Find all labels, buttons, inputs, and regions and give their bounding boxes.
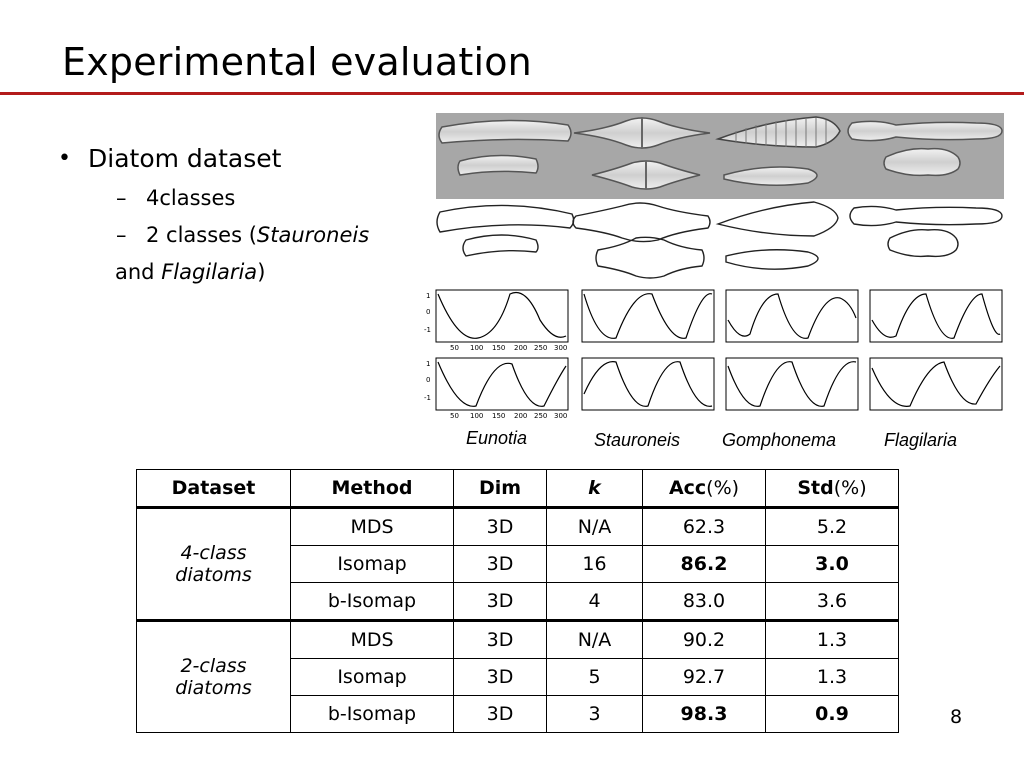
- x-tick-label: 150: [492, 344, 506, 352]
- header-std: [766, 470, 899, 508]
- std-cell: 5.2: [766, 508, 899, 546]
- species-italic: Stauroneis: [256, 223, 370, 247]
- species-label-flagilaria: Flagilaria: [884, 430, 958, 450]
- header-dataset: Dataset: [137, 470, 291, 508]
- dim-cell: 3D: [454, 621, 547, 659]
- method-cell: MDS: [291, 508, 454, 546]
- acc-cell-best: 98.3: [643, 696, 766, 733]
- std-cell: 1.3: [766, 621, 899, 659]
- diatom-figure: [414, 108, 1014, 458]
- k-cell: 4: [547, 583, 643, 621]
- x-tick-label: 100: [470, 412, 484, 420]
- x-tick-label: 250: [534, 412, 548, 420]
- method-cell: b-Isomap: [291, 583, 454, 621]
- dash-icon: –: [116, 223, 127, 247]
- table-header-row: [137, 470, 899, 508]
- x-tick-label: 100: [470, 344, 484, 352]
- acc-cell: 62.3: [643, 508, 766, 546]
- micrograph-svg: [436, 113, 1004, 199]
- acc-cell: 90.2: [643, 621, 766, 659]
- dim-cell: 3D: [454, 508, 547, 546]
- table-row: [137, 508, 899, 546]
- acc-cell: 92.7: [643, 659, 766, 696]
- header-std-label: Std: [797, 477, 834, 499]
- x-tick-label: 250: [534, 344, 548, 352]
- dataset-line: diatoms: [175, 564, 252, 586]
- page-number: 8: [950, 706, 963, 728]
- table-row: [137, 621, 899, 659]
- y-tick-label: 0: [426, 376, 431, 384]
- dash-icon: –: [116, 186, 127, 210]
- header-acc-unit: (%): [706, 477, 740, 499]
- y-tick-label: -1: [424, 326, 431, 334]
- std-cell-best: 3.0: [766, 546, 899, 583]
- sub-bullet-2classes: [116, 223, 369, 247]
- k-cell: 5: [547, 659, 643, 696]
- x-tick-label: 300: [554, 344, 568, 352]
- header-std-unit: (%): [833, 477, 867, 499]
- y-tick-label: 1: [426, 292, 431, 300]
- header-k: k: [547, 470, 643, 508]
- k-cell: N/A: [547, 621, 643, 659]
- sub-bullet-text: 2 classes (: [146, 223, 257, 247]
- method-cell: MDS: [291, 621, 454, 659]
- k-cell: 16: [547, 546, 643, 583]
- std-cell: 1.3: [766, 659, 899, 696]
- dataset-line: 4-class: [180, 542, 247, 564]
- x-tick-label: 50: [450, 344, 459, 352]
- results-table: [136, 469, 899, 733]
- x-tick-label: 200: [514, 412, 528, 420]
- y-tick-label: 0: [426, 308, 431, 316]
- bullet-diatom-dataset: [58, 144, 281, 173]
- dataset-cell-4class: [137, 508, 291, 621]
- dataset-line: 2-class: [180, 655, 247, 677]
- header-acc: [643, 470, 766, 508]
- y-tick-label: 1: [426, 360, 431, 368]
- acc-cell: 83.0: [643, 583, 766, 621]
- k-cell: 3: [547, 696, 643, 733]
- bullet-main-text: Diatom dataset: [88, 144, 282, 173]
- dim-cell: 3D: [454, 696, 547, 733]
- x-tick-label: 200: [514, 344, 528, 352]
- std-cell: 3.6: [766, 583, 899, 621]
- std-cell-best: 0.9: [766, 696, 899, 733]
- title-underline: [0, 92, 1024, 95]
- method-cell: Isomap: [291, 659, 454, 696]
- x-tick-label: 50: [450, 412, 459, 420]
- species-label-gomphonema: Gomphonema: [722, 430, 837, 450]
- dim-cell: 3D: [454, 659, 547, 696]
- header-method: Method: [291, 470, 454, 508]
- continuation-text: ): [257, 260, 266, 284]
- species-label-stauroneis: Stauroneis: [594, 430, 681, 450]
- sub-bullet-text: 4classes: [146, 186, 236, 210]
- species-label-eunotia: Eunotia: [466, 428, 528, 448]
- dataset-cell-2class: [137, 621, 291, 733]
- method-cell: b-Isomap: [291, 696, 454, 733]
- diatom-outlines: [436, 200, 1004, 282]
- sub-bullet-continuation: [115, 260, 265, 284]
- header-acc-label: Acc: [668, 477, 707, 499]
- k-cell: N/A: [547, 508, 643, 546]
- acc-cell-best: 86.2: [643, 546, 766, 583]
- species-italic: Flagilaria: [161, 260, 258, 284]
- dataset-line: diatoms: [175, 677, 252, 699]
- bullet-dot-icon: •: [58, 146, 71, 171]
- x-tick-label: 300: [554, 412, 568, 420]
- continuation-text: and: [115, 260, 162, 284]
- dim-cell: 3D: [454, 583, 547, 621]
- diatom-micrograph: [436, 113, 1004, 199]
- slide-title: Experimental evaluation: [62, 40, 532, 84]
- x-tick-label: 150: [492, 412, 506, 420]
- y-tick-label: -1: [424, 394, 431, 402]
- plot-tick-labels: [414, 286, 1014, 426]
- sub-bullet-4classes: [116, 186, 235, 210]
- header-dim: Dim: [454, 470, 547, 508]
- method-cell: Isomap: [291, 546, 454, 583]
- dim-cell: 3D: [454, 546, 547, 583]
